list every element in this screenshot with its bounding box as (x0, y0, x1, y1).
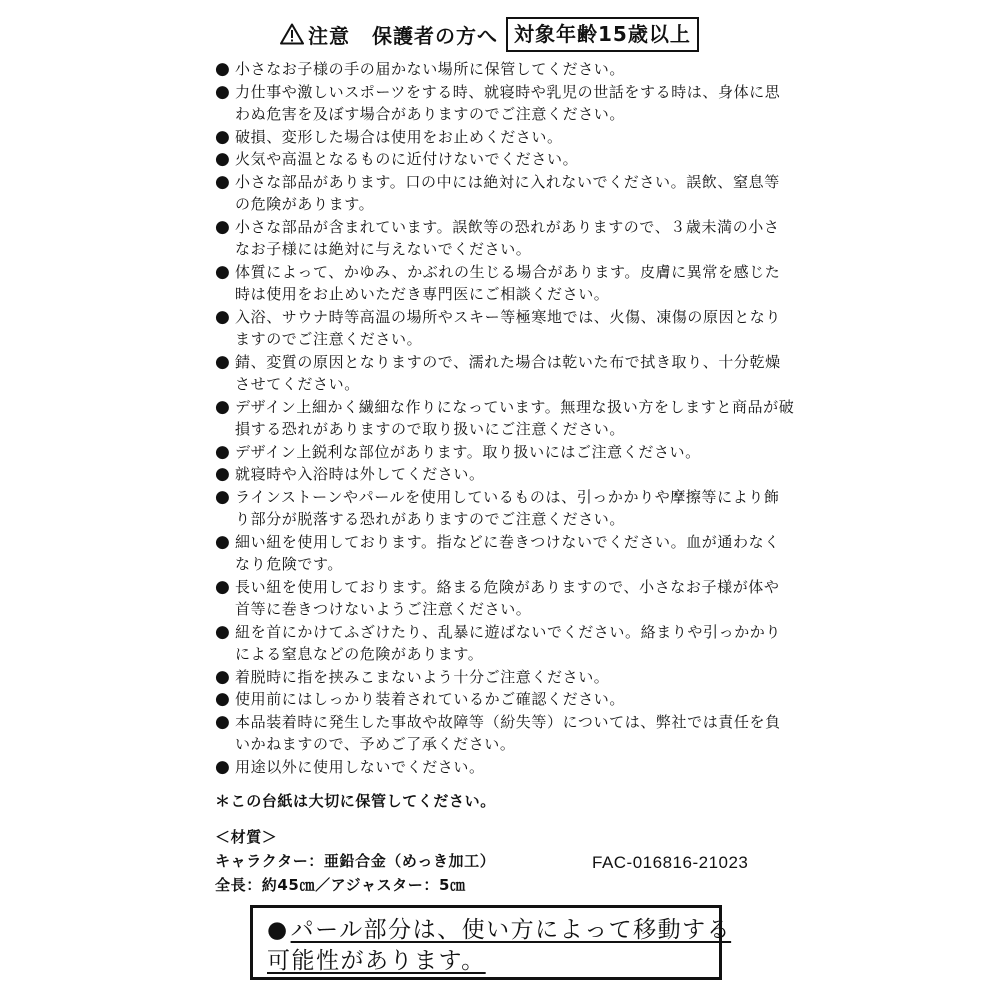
notice-item (215, 756, 795, 779)
notice-item (215, 351, 795, 396)
notice-item (215, 261, 795, 306)
pearl-note-line-2 (267, 946, 709, 977)
bullet-icon: ● (215, 464, 231, 484)
notice-text: 用途以外に使用しないでください。 (235, 757, 485, 776)
notice-text: 小さなお子様の手の届かない場所に保管してください。 (235, 60, 626, 78)
notice-item (215, 688, 795, 711)
notice-item (215, 666, 795, 689)
notice-text: デザイン上細かく繊細な作りになっています。無理な扱い方をしますと商品が破損する恐れがありますので取り扱いにご注意ください。 (235, 397, 795, 438)
notice-text: 就寝時や入浴時は外してください。 (235, 465, 485, 483)
notice-text: 長い紐を使用しております。絡まる危険がありますので、小さなお子様が体や首等に巻きつけないようご注意ください。 (235, 577, 780, 618)
bullet-icon: ● (215, 81, 231, 102)
notice-text: 本品装着時に発生した事故や故障等（紛失等）については、弊社では責任を負いかねますので、予めご了承ください。 (235, 712, 781, 753)
notice-text: ラインストーンやパールを使用しているものは、引っかかりや摩擦等により飾り部分が脱落する恐れがありますのでご注意ください。 (235, 487, 780, 528)
bullet-icon: ● (215, 149, 231, 169)
notice-item (215, 148, 795, 171)
bullet-icon: ● (215, 756, 231, 777)
bullet-icon: ● (215, 621, 231, 642)
notice-item (215, 58, 795, 81)
product-code: FAC-016816-21023 (592, 853, 749, 872)
pearl-note-box (250, 905, 732, 980)
bullet-icon: ● (215, 396, 231, 417)
notice-text: 紐を首にかけてふざけたり、乱暴に遊ばないでください。絡まりや引っかかりによる窒息などの危険があります。 (235, 622, 782, 663)
notice-item (215, 531, 795, 576)
bullet-icon: ● (215, 666, 231, 687)
notice-item (215, 171, 795, 216)
bullet-icon: ● (215, 531, 231, 552)
bullet-icon: ● (215, 126, 231, 147)
bullet-icon: ● (267, 917, 289, 943)
bullet-icon: ● (215, 576, 231, 597)
notice-text: 小さな部品が含まれています。誤飲等の恐れがありますので、３歳未満の小さなお子様には絶対に与えないでください。 (235, 217, 780, 258)
notice-item (215, 576, 795, 621)
warning-triangle-icon (280, 23, 304, 45)
notice-text: 錆、変質の原因となりますので、濡れた場合は乾いた布で拭き取り、十分乾燥させてください。 (235, 352, 781, 393)
header-subtitle: 保護者の方へ (372, 23, 498, 48)
notice-text: 火気や高温となるものに近付けないでください。 (235, 150, 579, 168)
bullet-icon: ● (215, 59, 231, 79)
bullet-icon: ● (215, 689, 231, 709)
notice-text: 着脱時に指を挟みこまないよう十分ご注意ください。 (235, 667, 610, 686)
notice-text: 使用前にはしっかり装着されているかご確認ください。 (235, 690, 626, 708)
notice-item (215, 306, 795, 351)
notice-item (215, 81, 795, 126)
material-heading: ＜材質＞ (215, 828, 278, 846)
notice-list (215, 58, 795, 778)
material-character: キャラクター：亜鉛合金（めっき加工） (215, 852, 496, 870)
pearl-note-line-1 (267, 915, 732, 946)
bullet-icon: ● (215, 486, 231, 507)
notice-text: 体質によって、かゆみ、かぶれの生じる場合があります。皮膚に異常を感じた時は使用をお止めいただき専門医にご相談ください。 (235, 262, 781, 303)
bullet-icon: ● (215, 171, 231, 192)
bullet-icon: ● (215, 351, 231, 372)
notice-text: 小さな部品があります。口の中には絶対に入れないでください。誤飲、窒息等の危険があります。 (235, 172, 780, 213)
bullet-icon: ● (215, 261, 231, 282)
header-title: 注意 (308, 23, 350, 48)
bullet-icon: ● (215, 216, 231, 237)
pearl-note-text-1: パール部分は、使い方によって移動する (290, 917, 732, 943)
notice-item (215, 396, 795, 441)
notice-text: デザイン上鋭利な部位があります。取り扱いにはご注意ください。 (235, 442, 701, 461)
pearl-note-text-2: 可能性があります。 (267, 948, 486, 974)
notice-item (215, 126, 795, 149)
bullet-icon: ● (215, 441, 231, 462)
notice-item (215, 441, 795, 464)
age-badge: 対象年齢15歳以上 (506, 17, 699, 52)
warning-header (280, 16, 699, 52)
notice-text: 力仕事や激しいスポーツをする時、就寝時や乳児の世話をする時は、身体に思わぬ危害を及ぼす場合がありますのでご注意ください。 (235, 82, 781, 123)
notice-item (215, 711, 795, 756)
notice-text: 入浴、サウナ時等高温の場所やスキー等極寒地では、火傷、凍傷の原因となりますのでご注意ください。 (235, 307, 782, 348)
keep-card-note: ＊この台紙は大切に保管してください。 (215, 792, 496, 810)
bullet-icon: ● (215, 306, 231, 327)
notice-item (215, 621, 795, 666)
notice-text: 細い紐を使用しております。指などに巻きつけないでください。血が通わなくなり危険です。 (235, 532, 780, 573)
notice-item (215, 486, 795, 531)
notice-text: 破損、変形した場合は使用をお止めください。 (235, 127, 563, 146)
notice-item (215, 463, 795, 486)
notice-item (215, 216, 795, 261)
material-length: 全長：約45㎝／アジャスター：5㎝ (215, 876, 466, 894)
bullet-icon: ● (215, 711, 231, 732)
